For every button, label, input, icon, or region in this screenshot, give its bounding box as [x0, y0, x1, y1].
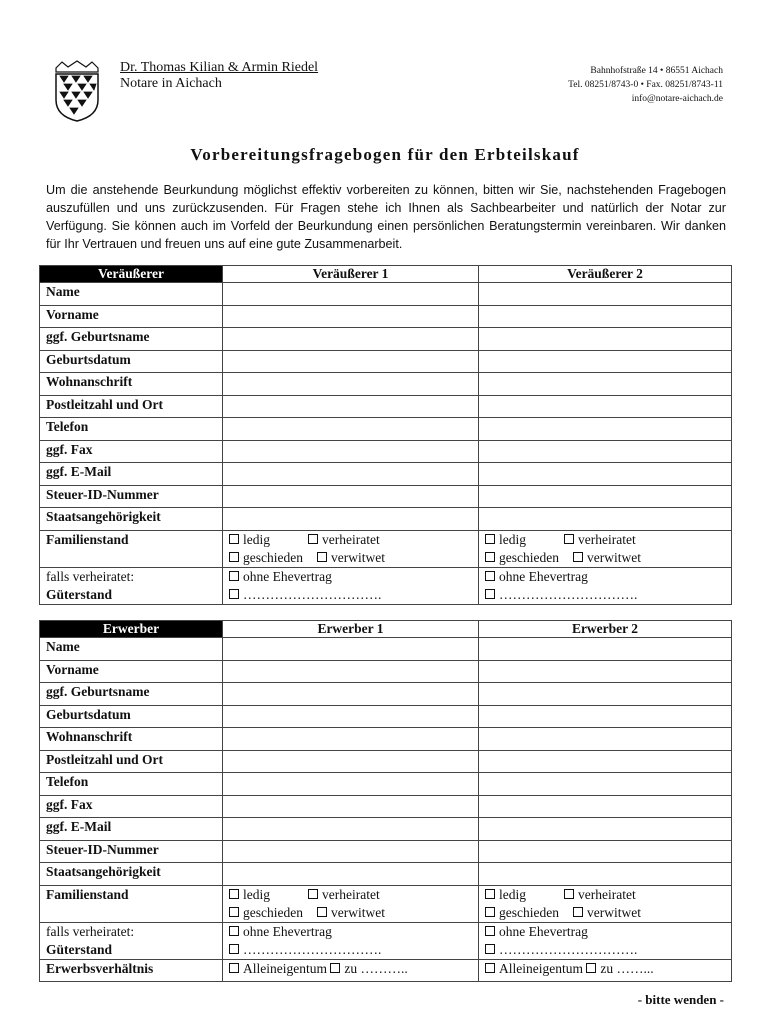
field-label: Postleitzahl und Ort — [40, 395, 223, 418]
field-row — [40, 418, 732, 441]
checkbox[interactable] — [586, 963, 596, 973]
field-row — [40, 328, 732, 351]
checkbox[interactable] — [573, 907, 583, 917]
checkbox[interactable] — [564, 889, 574, 899]
gueterstand-prelabel: falls verheiratet: — [46, 923, 135, 939]
field-input-2[interactable] — [479, 463, 732, 486]
familienstand-label: Familienstand — [40, 530, 223, 567]
field-row — [40, 683, 732, 706]
field-input-1[interactable] — [223, 683, 479, 706]
field-input-1[interactable] — [223, 373, 479, 396]
checkbox[interactable] — [485, 907, 495, 917]
gueterstand-label: Güterstand — [46, 941, 113, 957]
field-input-2[interactable] — [479, 840, 732, 863]
checkbox[interactable] — [229, 944, 239, 954]
intro-text: Um die anstehende Beurkundung möglichst effektiv vorbereiten zu können, bitten wir Sie, nachstehenden Fragebogen auszufüllen und uns zurückzusenden. Für Fragen stehe ich Ihnen als Sachbearbeiter und natürlich der Notar zur Verfügung. Sie können auch im Vorfeld der Beurkundung einen persönlichen Beratungstermin vereinbaren. Wir danken für Ihr Vertrauen und freuen uns auf eine gute Zusammenarbeit. — [46, 183, 726, 251]
geschieden-label: geschieden — [499, 904, 559, 920]
field-input-1[interactable] — [223, 773, 479, 796]
seller-table — [39, 265, 732, 605]
alleineigentum-label: Alleineigentum — [243, 960, 327, 976]
field-label: Name — [40, 283, 223, 306]
field-input-2[interactable] — [479, 440, 732, 463]
verwitwet-label: verwitwet — [586, 904, 641, 920]
field-input-2[interactable] — [479, 485, 732, 508]
verheiratet-label: verheiratet — [578, 886, 636, 902]
contact-block — [568, 64, 723, 106]
field-label: Staatsangehörigkeit — [40, 863, 223, 886]
gueterstand-prelabel: falls verheiratet: — [46, 568, 135, 584]
buyer-2-header: Erwerber 2 — [479, 621, 732, 638]
checkbox[interactable] — [229, 907, 239, 917]
field-input-2[interactable] — [479, 818, 732, 841]
field-label: Staatsangehörigkeit — [40, 508, 223, 531]
field-row — [40, 705, 732, 728]
ohne-ehevertrag-label: ohne Ehevertrag — [499, 568, 588, 584]
checkbox[interactable] — [229, 589, 239, 599]
field-input-1[interactable] — [223, 328, 479, 351]
field-label: Vorname — [40, 660, 223, 683]
buyer-section-header: Erwerber — [40, 621, 223, 638]
page-footer: - bitte wenden - — [637, 992, 724, 1007]
buyer-2-familienstand[interactable] — [479, 885, 732, 922]
other-fill-line: …………………………. — [243, 941, 382, 957]
seller-1-familienstand[interactable] — [223, 530, 479, 567]
ohne-ehevertrag-label: ohne Ehevertrag — [243, 923, 332, 939]
checkbox[interactable] — [317, 552, 327, 562]
field-input-1[interactable] — [223, 283, 479, 306]
field-input-1[interactable] — [223, 660, 479, 683]
field-input-1[interactable] — [223, 818, 479, 841]
zu-label: zu — [600, 960, 614, 976]
ohne-ehevertrag-label: ohne Ehevertrag — [243, 568, 332, 584]
checkbox[interactable] — [229, 926, 239, 936]
field-input-1[interactable] — [223, 485, 479, 508]
field-input-2[interactable] — [479, 283, 732, 306]
field-input-1[interactable] — [223, 418, 479, 441]
checkbox[interactable] — [229, 552, 239, 562]
verwitwet-label: verwitwet — [330, 549, 385, 565]
field-input-1[interactable] — [223, 463, 479, 486]
field-label: Wohnanschrift — [40, 373, 223, 396]
buyer-2-gueterstand[interactable] — [479, 922, 732, 959]
verheiratet-label: verheiratet — [578, 531, 636, 547]
field-row — [40, 660, 732, 683]
erwerbsverhaeltnis-row — [40, 959, 732, 982]
field-label: Telefon — [40, 773, 223, 796]
field-input-1[interactable] — [223, 705, 479, 728]
field-label: ggf. E-Mail — [40, 818, 223, 841]
field-input-2[interactable] — [479, 350, 732, 373]
bavarian-crest-icon — [52, 60, 102, 122]
field-row — [40, 305, 732, 328]
verheiratet-label: verheiratet — [322, 531, 380, 547]
office-subtitle: Notare in Aichach — [120, 76, 222, 91]
other-fill-line: …………………………. — [499, 586, 638, 602]
checkbox[interactable] — [229, 534, 239, 544]
alleineigentum-label: Alleineigentum — [499, 960, 583, 976]
ledig-label: ledig — [243, 531, 270, 547]
checkbox[interactable] — [229, 963, 239, 973]
field-row — [40, 395, 732, 418]
field-label: Postleitzahl und Ort — [40, 750, 223, 773]
checkbox[interactable] — [229, 571, 239, 581]
seller-2-familienstand[interactable] — [479, 530, 732, 567]
buyer-familienstand-row — [40, 885, 732, 922]
seller-section-header: Veräußerer — [40, 266, 223, 283]
field-input-2[interactable] — [479, 863, 732, 886]
field-row — [40, 863, 732, 886]
erwerb-label: Erwerbsverhältnis — [40, 959, 223, 982]
field-label: Geburtsdatum — [40, 705, 223, 728]
field-input-1[interactable] — [223, 305, 479, 328]
field-row — [40, 818, 732, 841]
field-input-2[interactable] — [479, 705, 732, 728]
field-label: Vorname — [40, 305, 223, 328]
gueterstand-label-cell — [40, 922, 223, 959]
seller-2-header: Veräußerer 2 — [479, 266, 732, 283]
field-row — [40, 485, 732, 508]
field-label: Steuer-ID-Nummer — [40, 840, 223, 863]
field-label: Wohnanschrift — [40, 728, 223, 751]
geschieden-label: geschieden — [243, 904, 303, 920]
checkbox[interactable] — [229, 889, 239, 899]
buyer-1-familienstand[interactable] — [223, 885, 479, 922]
seller-1-header: Veräußerer 1 — [223, 266, 479, 283]
seller-field-rows — [40, 283, 732, 531]
checkbox[interactable] — [564, 534, 574, 544]
checkbox[interactable] — [485, 552, 495, 562]
address: Bahnhofstraße 14 • 86551 Aichach — [590, 66, 723, 76]
verheiratet-label: verheiratet — [322, 886, 380, 902]
field-input-1[interactable] — [223, 440, 479, 463]
buyer-1-erwerb[interactable] — [223, 959, 479, 982]
office-header — [120, 60, 318, 92]
seller-gueterstand-row — [40, 567, 732, 604]
field-row — [40, 795, 732, 818]
buyer-1-gueterstand[interactable] — [223, 922, 479, 959]
field-input-2[interactable] — [479, 773, 732, 796]
checkbox[interactable] — [317, 907, 327, 917]
field-input-1[interactable] — [223, 840, 479, 863]
checkbox[interactable] — [485, 944, 495, 954]
field-label: ggf. Geburtsname — [40, 328, 223, 351]
page-title: Vorbereitungsfragebogen für den Erbteilskauf — [190, 145, 580, 164]
field-input-2[interactable] — [479, 728, 732, 751]
buyer-gueterstand-row — [40, 922, 732, 959]
checkbox[interactable] — [330, 963, 340, 973]
field-label: Steuer-ID-Nummer — [40, 485, 223, 508]
checkbox[interactable] — [308, 534, 318, 544]
field-label: Geburtsdatum — [40, 350, 223, 373]
zu-label: zu — [344, 960, 358, 976]
seller-1-gueterstand[interactable] — [223, 567, 479, 604]
share-fill-line: ……... — [616, 960, 654, 976]
ohne-ehevertrag-label: ohne Ehevertrag — [499, 923, 588, 939]
other-fill-line: …………………………. — [243, 586, 382, 602]
field-input-2[interactable] — [479, 683, 732, 706]
field-input-1[interactable] — [223, 508, 479, 531]
checkbox[interactable] — [485, 889, 495, 899]
checkbox[interactable] — [485, 589, 495, 599]
field-input-1[interactable] — [223, 750, 479, 773]
verwitwet-label: verwitwet — [586, 549, 641, 565]
other-fill-line: …………………………. — [499, 941, 638, 957]
field-input-2[interactable] — [479, 638, 732, 661]
field-label: ggf. Fax — [40, 795, 223, 818]
field-row — [40, 283, 732, 306]
field-row — [40, 750, 732, 773]
field-input-1[interactable] — [223, 395, 479, 418]
field-row — [40, 728, 732, 751]
field-row — [40, 463, 732, 486]
field-label: Telefon — [40, 418, 223, 441]
checkbox[interactable] — [485, 963, 495, 973]
field-row — [40, 638, 732, 661]
geschieden-label: geschieden — [243, 549, 303, 565]
field-input-2[interactable] — [479, 508, 732, 531]
share-fill-line: ……….. — [360, 960, 408, 976]
field-input-2[interactable] — [479, 660, 732, 683]
field-input-2[interactable] — [479, 795, 732, 818]
verwitwet-label: verwitwet — [330, 904, 385, 920]
field-input-1[interactable] — [223, 795, 479, 818]
field-label: ggf. Geburtsname — [40, 683, 223, 706]
checkbox[interactable] — [308, 889, 318, 899]
field-input-1[interactable] — [223, 350, 479, 373]
checkbox[interactable] — [485, 534, 495, 544]
familienstand-label: Familienstand — [40, 885, 223, 922]
field-input-1[interactable] — [223, 638, 479, 661]
ledig-label: ledig — [499, 886, 526, 902]
gueterstand-label: Güterstand — [46, 586, 113, 602]
field-input-2[interactable] — [479, 373, 732, 396]
buyer-table — [39, 620, 732, 982]
seller-2-gueterstand[interactable] — [479, 567, 732, 604]
ledig-label: ledig — [499, 531, 526, 547]
field-input-2[interactable] — [479, 395, 732, 418]
field-row — [40, 440, 732, 463]
field-row — [40, 840, 732, 863]
field-label: ggf. E-Mail — [40, 463, 223, 486]
field-row — [40, 373, 732, 396]
office-name: Dr. Thomas Kilian & Armin Riedel — [120, 60, 319, 75]
field-label: ggf. Fax — [40, 440, 223, 463]
email: info@notare-aichach.de — [631, 94, 723, 104]
field-row — [40, 508, 732, 531]
field-input-1[interactable] — [223, 863, 479, 886]
geschieden-label: geschieden — [499, 549, 559, 565]
field-label: Name — [40, 638, 223, 661]
gueterstand-label-cell — [40, 567, 223, 604]
field-row — [40, 350, 732, 373]
field-input-1[interactable] — [223, 728, 479, 751]
phone-fax: Tel. 08251/8743-0 • Fax. 08251/8743-11 — [568, 80, 723, 90]
field-input-2[interactable] — [479, 328, 732, 351]
seller-familienstand-row — [40, 530, 732, 567]
checkbox[interactable] — [573, 552, 583, 562]
field-input-2[interactable] — [479, 418, 732, 441]
buyer-field-rows — [40, 638, 732, 886]
field-row — [40, 773, 732, 796]
field-input-2[interactable] — [479, 750, 732, 773]
field-input-2[interactable] — [479, 305, 732, 328]
ledig-label: ledig — [243, 886, 270, 902]
buyer-1-header: Erwerber 1 — [223, 621, 479, 638]
checkbox[interactable] — [485, 926, 495, 936]
buyer-2-erwerb[interactable] — [479, 959, 732, 982]
checkbox[interactable] — [485, 571, 495, 581]
